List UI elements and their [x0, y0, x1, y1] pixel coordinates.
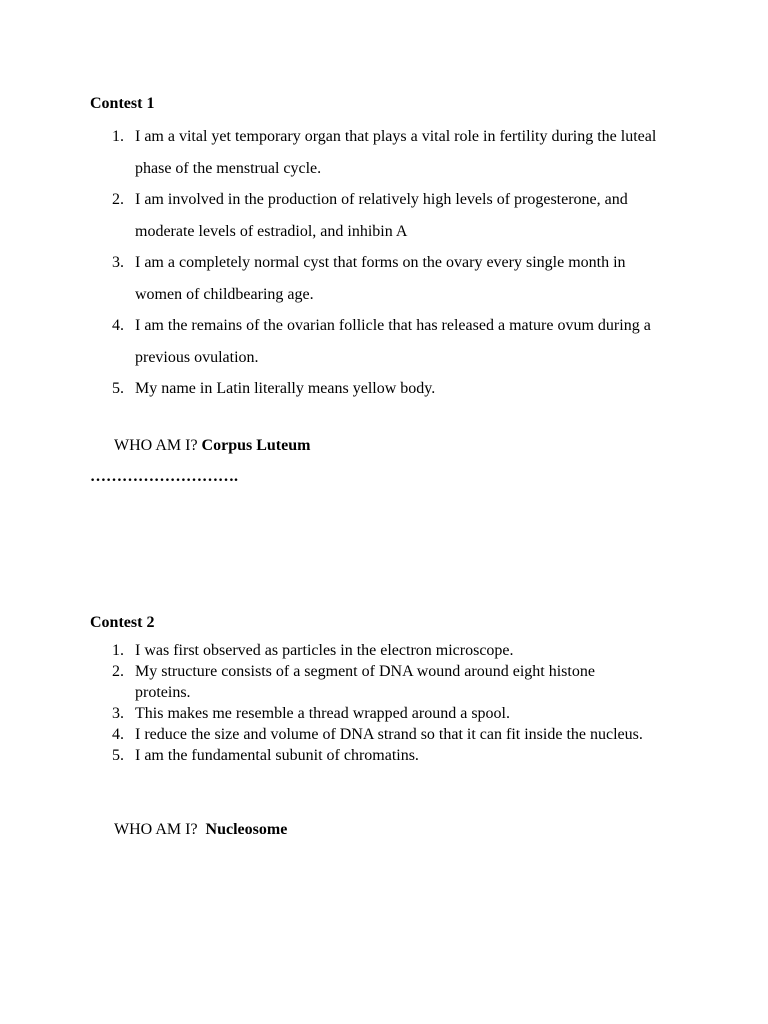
clue-text: This makes me resemble a thread wrapped around a spool. [135, 705, 510, 722]
list-item [112, 247, 672, 310]
dotted-separator: ………………………. [90, 468, 238, 485]
contest-1-clue-list [112, 121, 672, 405]
clue-text: I am a vital yet temporary organ that plays a vital role in fertility during the luteal phase of the menstrual cycle. [135, 128, 657, 177]
who-am-i-question: WHO AM I? [114, 821, 206, 838]
contest-1-who-am-i [114, 436, 310, 456]
clue-text: I am the fundamental subunit of chromatins. [135, 747, 419, 764]
clue-number: 4. [112, 726, 124, 743]
clue-text: I am a completely normal cyst that forms on the ovary every single month in women of childbearing age. [135, 254, 626, 303]
contest-2-answer: Nucleosome [205, 821, 288, 838]
clue-number: 1. [112, 128, 124, 145]
clue-number: 5. [112, 380, 124, 397]
clue-number: 3. [112, 705, 124, 722]
clue-text: My structure consists of a segment of DNA wound around eight histone proteins. [135, 663, 595, 701]
list-item [112, 373, 672, 405]
contest-2-title: Contest 2 [90, 614, 155, 631]
list-item [112, 184, 672, 247]
list-item [112, 121, 672, 184]
contest-2-clue-list [112, 640, 652, 766]
clue-number: 1. [112, 642, 124, 659]
clue-text: I am the remains of the ovarian follicle that has released a mature ovum during a previous ovulation. [135, 317, 651, 366]
clue-number: 5. [112, 747, 124, 764]
clue-number: 4. [112, 317, 124, 334]
contest-2-who-am-i [114, 820, 287, 840]
list-item [112, 745, 652, 766]
clue-number: 2. [112, 191, 124, 208]
list-item [112, 661, 652, 703]
clue-text: I am involved in the production of relatively high levels of progesterone, and moderate levels of estradiol, and inhibin A [135, 191, 628, 240]
list-item [112, 724, 652, 745]
clue-number: 3. [112, 254, 124, 271]
contest-1-answer: Corpus Luteum [201, 437, 311, 454]
clue-text: I reduce the size and volume of DNA strand so that it can fit inside the nucleus. [135, 726, 643, 743]
who-am-i-question: WHO AM I? [114, 437, 202, 454]
clue-number: 2. [112, 663, 124, 680]
clue-text: My name in Latin literally means yellow body. [135, 380, 436, 397]
list-item [112, 310, 672, 373]
contest-1-title: Contest 1 [90, 95, 155, 112]
list-item [112, 640, 652, 661]
clue-text: I was first observed as particles in the electron microscope. [135, 642, 514, 659]
list-item [112, 703, 652, 724]
